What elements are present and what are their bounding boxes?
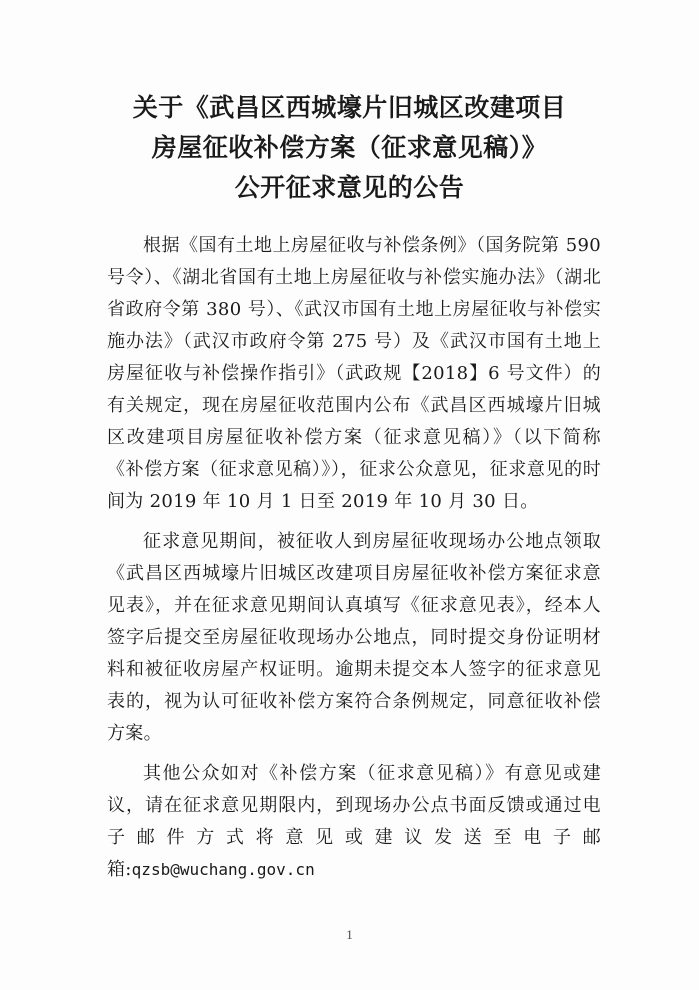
- document-body: [107, 230, 601, 886]
- paragraph-procedure: 征求意见期间，被征收人到房屋征收现场办公地点领取《武昌区西城壕片旧城区改建项目房屋征收补偿方案征求意见表》，并在征求意见期间认真填写《征求意见表》，经本人签字后提交至房屋征收现场办公地点，同时提交身份证明材料和被征收房屋产权证明。逾期未提交本人签字的征求意见表的，视为认可征收补偿方案符合条例规定，同意征收补偿方案。: [107, 531, 601, 744]
- paragraph-legal-basis: 根据《国有土地上房屋征收与补偿条例》（国务院第 590 号令）、《湖北省国有土地上房屋征收与补偿实施办法》（湖北省政府令第 380 号）、《武汉市国有土地上房屋征收与补偿实施办法》（武汉市政府令第 275 号）及《武汉市国有土地上房屋征收与补偿操作指引》（武政规【2018】6 号文件）的有关规定，现在房屋征收范围内公布《武昌区西城壕片旧城区改建项目房屋征收补偿方案（征求意见稿）》（以下简称《补偿方案（征求意见稿）》），征求公众意见，征求意见的时间为 2019 年 10 月 1 日至 2019 年 10 月 30 日。: [107, 235, 601, 512]
- title-line-3: 公开征求意见的公告: [234, 173, 465, 202]
- paragraph-public-feedback: [107, 758, 601, 886]
- title-line-2: 房屋征收补偿方案（征求意见稿）》: [151, 133, 548, 162]
- page-number: 1: [346, 927, 353, 942]
- feedback-text: 其他公众如对《补偿方案（征求意见稿）》有意见或建议，请在征求意见期限内，到现场办公点书面反馈或通过电子邮件方式将意见或建议发送至电子邮箱:: [107, 763, 601, 880]
- email-address[interactable]: qzsb@wuchang.gov.cn: [131, 860, 315, 879]
- title-line-1: 关于《武昌区西城壕片旧城区改建项目: [132, 93, 567, 122]
- document-title: [0, 88, 699, 208]
